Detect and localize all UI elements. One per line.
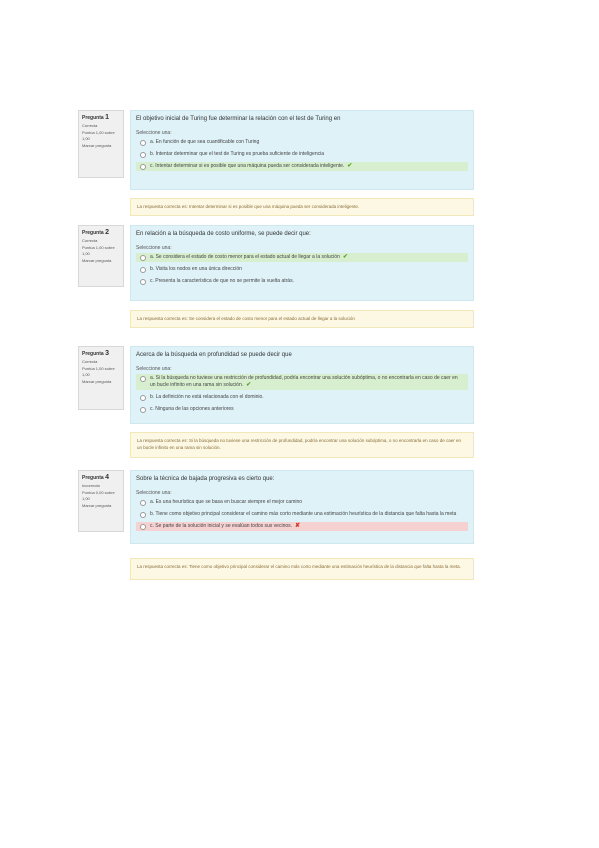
- feedback-box: La respuesta correcta es: Intentar determinar si es posible que una máquina pueda ser considerada inteligente.: [130, 198, 474, 216]
- answer-prompt: Seleccione una:: [136, 490, 172, 496]
- answer-prompt: Seleccione una:: [136, 130, 172, 136]
- check-icon: ✔: [246, 382, 252, 388]
- answer-option[interactable]: a. En función de que sea cuantificable con Turing: [136, 138, 468, 147]
- question-text: En relación a la búsqueda de costo uniforme, se puede decir que:: [136, 231, 311, 237]
- flag-question-link[interactable]: Marcar pregunta: [82, 503, 112, 508]
- radio-button[interactable]: [140, 267, 146, 273]
- radio-button[interactable]: [140, 164, 146, 170]
- question-text: El objetivo inicial de Turing fue determinar la relación con el test de Turing en: [136, 116, 341, 122]
- question-number: Pregunta 3: [82, 350, 109, 357]
- question-info: [78, 470, 124, 532]
- question-score: Puntúa 1,00 sobre 1,00: [82, 245, 115, 256]
- radio-button[interactable]: [140, 512, 146, 518]
- answer-option-selected[interactable]: c. Se parte de la solución inicial y se evalúan todos sus vecinos. ✘: [136, 522, 468, 531]
- radio-button[interactable]: [140, 524, 146, 530]
- answer-option[interactable]: c. Ninguna de las opciones anteriores: [136, 405, 468, 414]
- answer-option[interactable]: b. Visita los nodos en una única dirección: [136, 265, 468, 274]
- question-state: Incorrecta: [82, 483, 100, 488]
- question-info: [78, 346, 124, 410]
- answer-prompt: Seleccione una:: [136, 366, 172, 372]
- cross-icon: ✘: [295, 523, 301, 529]
- check-icon: ✔: [347, 163, 353, 169]
- question-info: [78, 225, 124, 287]
- radio-button[interactable]: [140, 255, 146, 261]
- feedback-box: La respuesta correcta es: Tiene como objetivo principal considerar el camino más corto mediante una estimación heurística de la distancia que falta hasta la meta.: [130, 558, 474, 580]
- answer-option-selected[interactable]: a. Si la búsqueda no tuviese una restricción de profundidad, podría encontrar una solución subóptima, o no encontrarla en caso de caer en un bucle infinito en una rama sin solución. ✔: [136, 374, 468, 390]
- feedback-box: La respuesta correcta es: Se considera el estado de costo menor para el estado actual de llegar a la solución: [130, 310, 474, 328]
- check-icon: ✔: [342, 254, 348, 260]
- radio-button[interactable]: [140, 140, 146, 146]
- question-info: [78, 110, 124, 178]
- question-number: Pregunta 4: [82, 474, 109, 481]
- answer-option[interactable]: a. Es una heurística que se basa en buscar siempre el mejor camino: [136, 498, 468, 507]
- radio-button[interactable]: [140, 500, 146, 506]
- answer-option[interactable]: b. Tiene como objetivo principal considerar el camino más corto mediante una estimación heurística de la distancia que falta hasta la meta: [136, 510, 468, 519]
- answer-option-selected[interactable]: c. Intentar determinar si es posible que una máquina pueda ser considerada inteligente. ✔: [136, 162, 468, 171]
- flag-question-link[interactable]: Marcar pregunta: [82, 258, 112, 263]
- answer-option-selected[interactable]: a. Se considera el estado de costo menor para el estado actual de llegar a la solución ✔: [136, 253, 468, 262]
- answer-option[interactable]: b. La definición no está relacionada con el dominio.: [136, 393, 468, 402]
- answer-prompt: Seleccione una:: [136, 245, 172, 251]
- question-text: Sobre la técnica de bajada progresiva es cierto que:: [136, 476, 275, 482]
- flag-question-link[interactable]: Marcar pregunta: [82, 143, 112, 148]
- question-content: [130, 346, 474, 424]
- question-content: [130, 225, 474, 301]
- question-content: [130, 470, 474, 544]
- question-text: Acerca de la búsqueda en profundidad se puede decir que: [136, 352, 292, 358]
- flag-question-link[interactable]: Marcar pregunta: [82, 379, 112, 384]
- question-number: Pregunta 2: [82, 229, 109, 236]
- feedback-box: La respuesta correcta es: Si la búsqueda no tuviese una restricción de profundidad, podría encontrar una solución subóptima, o no encontrarla en caso de caer en un bucle infinito en una rama sin solución.: [130, 432, 474, 458]
- question-state: Correcta: [82, 359, 98, 364]
- question-content: [130, 110, 474, 190]
- question-state: Correcta: [82, 123, 98, 128]
- radio-button[interactable]: [140, 407, 146, 413]
- question-state: Correcta: [82, 238, 98, 243]
- radio-button[interactable]: [140, 395, 146, 401]
- question-score: Puntúa 0,00 sobre 1,00: [82, 490, 115, 501]
- question-score: Puntúa 1,00 sobre 1,00: [82, 130, 115, 141]
- radio-button[interactable]: [140, 279, 146, 285]
- radio-button[interactable]: [140, 376, 146, 382]
- answer-option[interactable]: b. Intentar determinar que el test de Turing es prueba suficiente de inteligencia: [136, 150, 468, 159]
- question-score: Puntúa 1,00 sobre 1,00: [82, 366, 115, 377]
- radio-button[interactable]: [140, 152, 146, 158]
- question-number: Pregunta 1: [82, 114, 109, 121]
- answer-option[interactable]: c. Presenta la característica de que no se permite la vuelta atrás.: [136, 277, 468, 286]
